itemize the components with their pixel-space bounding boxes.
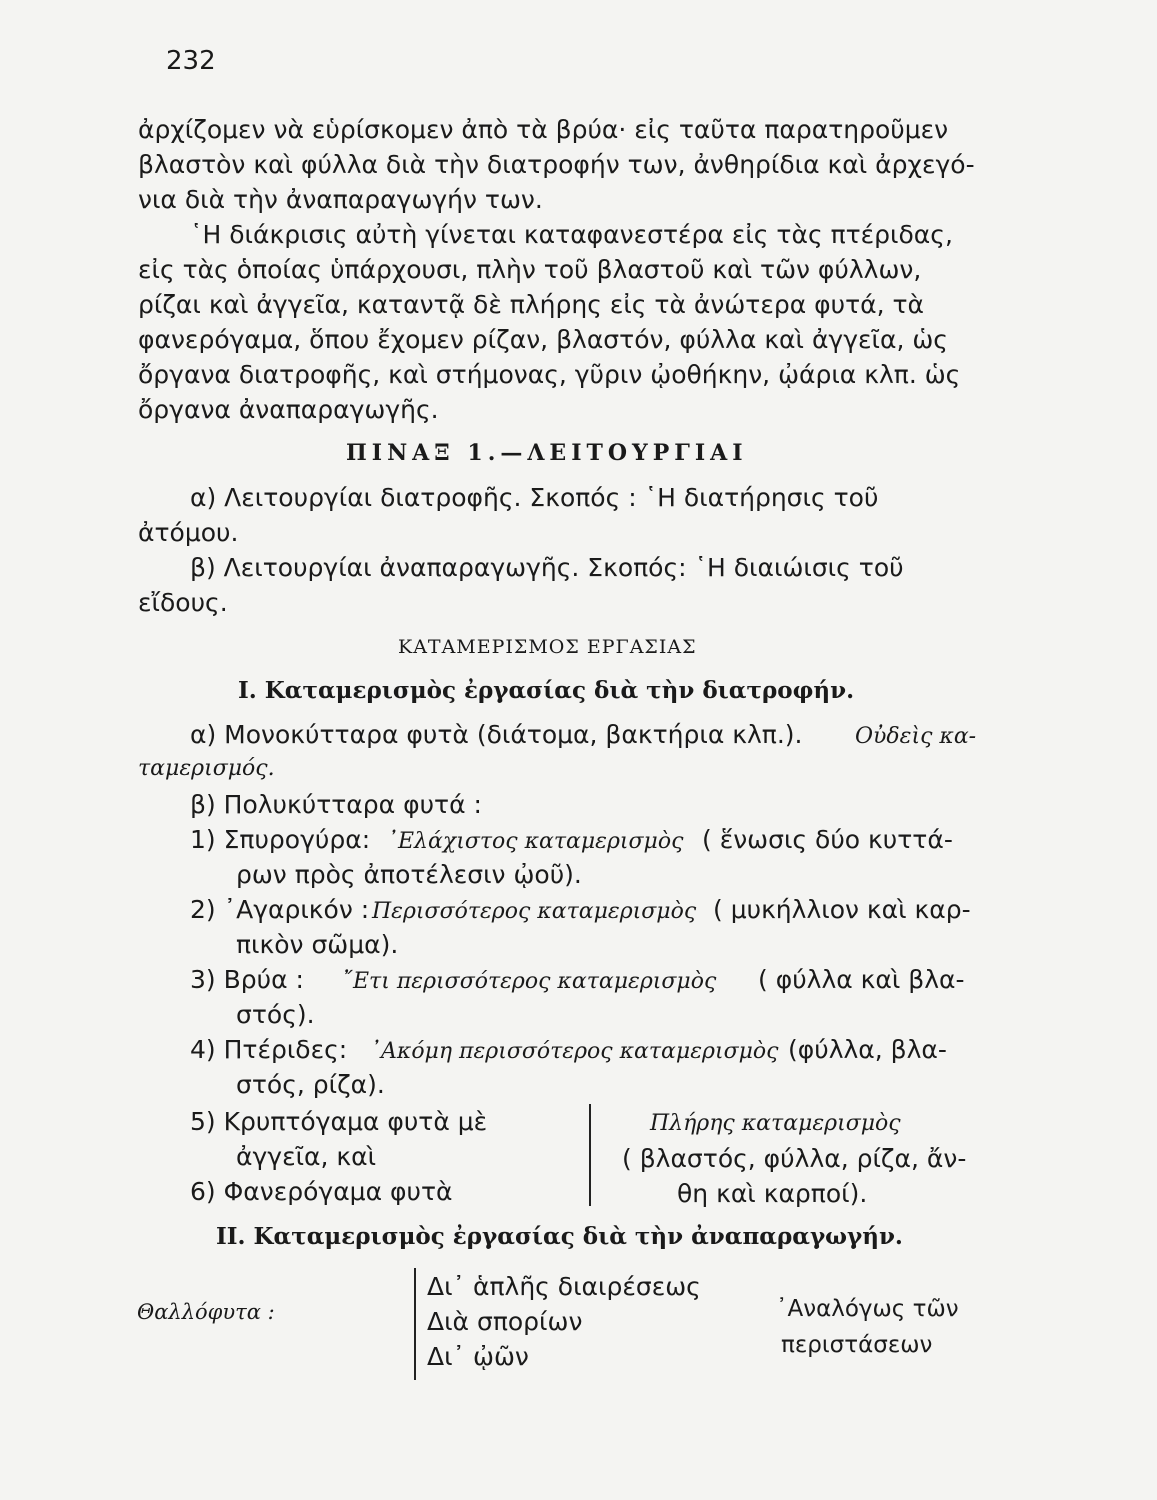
- item-3-paren: ( φύλλα καὶ βλα-: [758, 965, 965, 994]
- intro-line: ἀρχίζομεν νὰ εὑρίσκομεν ἀπὸ τὰ βρύα· εἰς ταῦτα παρατηροῦμεν: [138, 115, 949, 144]
- item-1-paren: ( ἕνωσις δύο κυττά-: [702, 825, 953, 854]
- full-division-italic: Πλήρης καταμερισμὸς: [650, 1111, 901, 1136]
- full-division-line: ( βλαστός, φύλλα, ρίζα, ἄν-: [622, 1144, 967, 1173]
- item-6-line: 6) Φανερόγαμα φυτὰ: [190, 1177, 453, 1206]
- page-number: 232: [166, 46, 216, 76]
- intro-line: βλαστὸν καὶ φύλλα διὰ τὴν διατροφήν των, ἀνθηρίδια καὶ ἀρχεγό-: [138, 150, 975, 179]
- intro-line: ῾Η διάκρισις αὐτὴ γίνεται καταφανεστέρα εἰς τὰς πτέριδας,: [190, 220, 953, 249]
- item-5-cont: ἀγγεῖα, καὶ: [236, 1142, 377, 1171]
- item-1-cont: ρων πρὸς ἀποτέλεσιν ᾠοῦ).: [236, 860, 582, 889]
- circumstances-note: περιστάσεων: [781, 1332, 933, 1358]
- item-b-text: β) Πολυκύτταρα φυτά :: [190, 790, 482, 819]
- grouping-brace: [589, 1104, 591, 1206]
- method-item: Δι᾿ ᾠῶν: [427, 1342, 529, 1371]
- item-1-italic: ᾿Ελάχιστος καταμερισμὸς: [387, 829, 684, 854]
- section-heading: ΚΑΤΑΜΕΡΙΣΜΟΣ ΕΡΓΑΣΙΑΣ: [398, 636, 697, 658]
- item-2-italic: Περισσότερος καταμερισμὸς: [372, 899, 697, 924]
- thallophyta-label: Θαλλόφυτα :: [137, 1300, 275, 1324]
- intro-line: εἰς τὰς ὁποίας ὑπάρχουσι, πλὴν τοῦ βλαστοῦ καὶ τῶν φύλλων,: [138, 255, 922, 284]
- item-1-label: 1) Σπυρογύρα:: [190, 825, 371, 854]
- circumstances-note: ᾿Αναλόγως τῶν: [776, 1296, 959, 1322]
- section-2-title: II. Καταμερισμὸς ἐργασίας διὰ τὴν ἀναπαραγωγήν.: [216, 1223, 903, 1250]
- method-item: Δι᾿ ἁπλῆς διαιρέσεως: [427, 1272, 701, 1301]
- item-3-italic: ῎Ετι περισσότερος καταμερισμὸς: [342, 969, 717, 994]
- methods-brace: [414, 1268, 416, 1380]
- item-a-text: α) Μονοκύτταρα φυτὰ (διάτομα, βακτήρια κλπ.).: [190, 720, 803, 749]
- item-4-italic: ᾿Ακόμη περισσότερος καταμερισμὸς: [370, 1039, 779, 1064]
- item-a-italic: Οὐδεὶς κα-: [855, 724, 977, 749]
- table-heading: ΠΙΝΑΞ 1.—ΛΕΙΤΟΥΡΓΙΑΙ: [346, 440, 748, 466]
- intro-line: νια διὰ τὴν ἀναπαραγωγήν των.: [138, 185, 543, 214]
- intro-line: ὄργανα διατροφῆς, καὶ στήμονας, γῦριν ᾠοθήκην, ᾠάρια κλπ. ὡς: [138, 360, 961, 389]
- intro-line: ρίζαι καὶ ἀγγεῖα, καταντᾷ δὲ πλήρης εἰς τὰ ἀνώτερα φυτά, τὰ: [138, 290, 925, 319]
- item-4-paren: (φύλλα, βλα-: [788, 1035, 947, 1064]
- intro-line: φανερόγαμα, ὅπου ἔχομεν ρίζαν, βλαστόν, φύλλα καὶ ἀγγεῖα, ὡς: [138, 325, 948, 354]
- full-division-line: θη καὶ καρποί).: [677, 1179, 868, 1208]
- method-item: Διὰ σπορίων: [427, 1307, 583, 1336]
- section-1-title: I. Καταμερισμὸς ἐργασίας διὰ τὴν διατροφήν.: [238, 677, 855, 704]
- intro-line: ὄργανα ἀναπαραγωγῆς.: [138, 395, 439, 424]
- item-3-cont: στός).: [236, 1000, 315, 1029]
- function-line: α) Λειτουργίαι διατροφῆς. Σκοπός : ῾Η διατήρησις τοῦ: [190, 483, 879, 512]
- item-2-cont: πικὸν σῶμα).: [236, 930, 399, 959]
- item-4-cont: στός, ρίζα).: [236, 1070, 385, 1099]
- function-line: εἴδους.: [138, 588, 228, 617]
- item-4-label: 4) Πτέριδες:: [190, 1035, 348, 1064]
- function-line: ἀτόμου.: [138, 518, 239, 547]
- function-line: β) Λειτουργίαι ἀναπαραγωγῆς. Σκοπός: ῾Η διαιώισις τοῦ: [190, 553, 904, 582]
- item-a-italic-cont: ταμερισμός.: [138, 756, 275, 781]
- item-2-label: 2) ᾿Αγαρικόν :: [190, 895, 370, 924]
- item-3-label: 3) Βρύα :: [190, 965, 304, 994]
- item-2-paren: ( μυκήλλιον καὶ καρ-: [713, 895, 971, 924]
- item-5-line: 5) Κρυπτόγαμα φυτὰ μὲ: [190, 1107, 488, 1136]
